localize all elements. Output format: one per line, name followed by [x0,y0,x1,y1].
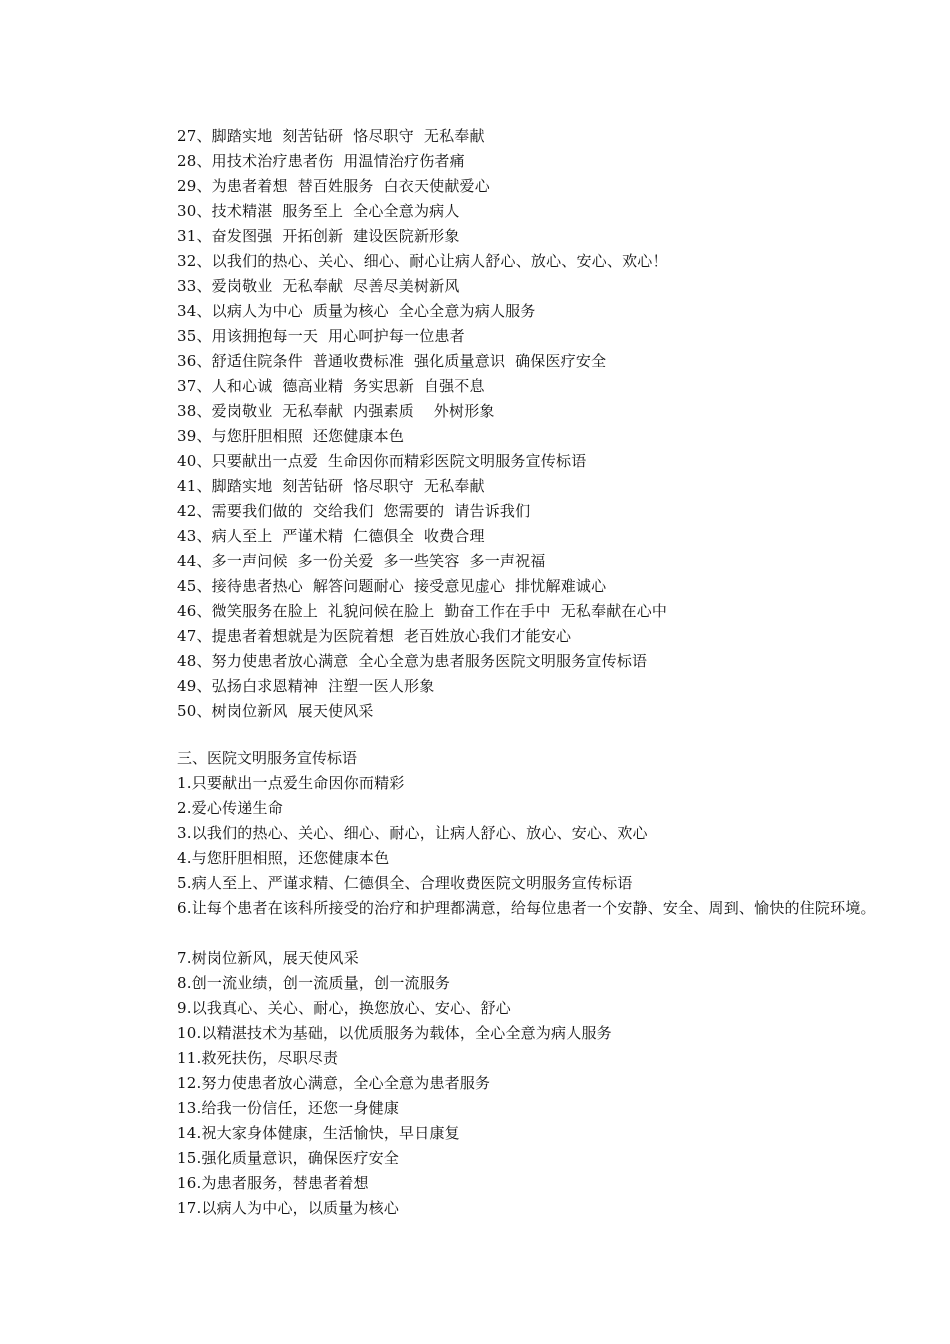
list-item: 8.创一流业绩，创一流质量，创一流服务 [177,974,451,992]
list-item: 5.病人至上、严谨求精、仁德俱全、合理收费医院文明服务宣传标语 [177,874,633,892]
list-item: 28、用技术治疗患者伤 用温情治疗伤者痛 [177,152,465,170]
list-item: 27、脚踏实地 刻苦钻研 恪尽职守 无私奉献 [177,127,485,145]
list-item: 50、树岗位新风 展天使风采 [177,702,374,720]
list-item: 45、接待患者热心 解答问题耐心 接受意见虚心 排忧解难诚心 [177,577,607,595]
list-item: 2.爱心传递生命 [177,799,283,817]
list-item: 40、只要献出一点爱 生命因你而精彩医院文明服务宣传标语 [177,452,587,470]
list-item: 36、舒适住院条件 普通收费标准 强化质量意识 确保医疗安全 [177,352,607,370]
list-item: 48、努力使患者放心满意 全心全意为患者服务医院文明服务宣传标语 [177,652,648,670]
list-item: 17.以病人为中心，以质量为核心 [177,1199,400,1217]
list-item: 47、提患者着想就是为医院着想 老百姓放心我们才能安心 [177,627,572,645]
list-item: 34、以病人为中心 质量为核心 全心全意为病人服务 [177,302,536,320]
list-item: 32、以我们的热心、关心、细心、耐心让病人舒心、放心、安心、欢心！ [177,252,668,270]
list-item: 42、需要我们做的 交给我们 您需要的 请告诉我们 [177,502,531,520]
list-item: 3.以我们的热心、关心、细心、耐心，让病人舒心、放心、安心、欢心 [177,824,648,842]
list-item: 44、多一声问候 多一份关爱 多一些笑容 多一声祝福 [177,552,546,570]
list-item: 33、爱岗敬业 无私奉献 尽善尽美树新风 [177,277,460,295]
list-item: 46、微笑服务在脸上 礼貌问候在脸上 勤奋工作在手中 无私奉献在心中 [177,602,668,620]
list-item: 30、技术精湛 服务至上 全心全意为病人 [177,202,460,220]
list-item: 10.以精湛技术为基础，以优质服务为载体，全心全意为病人服务 [177,1024,612,1042]
list-item: 49、弘扬白求恩精神 注塑一医人形象 [177,677,435,695]
list-item: 29、为患者着想 替百姓服务 白衣天使献爱心 [177,177,490,195]
list-item: 11.救死扶伤，尽职尽责 [177,1049,339,1067]
list-item: 15.强化质量意识，确保医疗安全 [177,1149,400,1167]
list-item-wrapped: 6.让每个患者在该科所接受的治疗和护理都满意，给每位患者一个安静、安全、周到、愉快的住院环境。 [177,899,876,917]
list-item: 9.以我真心、关心、耐心，换您放心、安心、舒心 [177,999,511,1017]
list-item: 38、爱岗敬业 无私奉献 内强素质 外树形象 [177,402,495,420]
list-item: 43、病人至上 严谨术精 仁德俱全 收费合理 [177,527,485,545]
list-item: 16.为患者服务，替患者着想 [177,1174,369,1192]
list-item: 12.努力使患者放心满意，全心全意为患者服务 [177,1074,491,1092]
list-item: 37、人和心诚 德高业精 务实思新 自强不息 [177,377,485,395]
list-item: 7.树岗位新风，展天使风采 [177,949,359,967]
list-item: 35、用该拥抱每一天 用心呵护每一位患者 [177,327,465,345]
section-heading: 三、医院文明服务宣传标语 [177,749,358,767]
list-item: 31、奋发图强 开拓创新 建设医院新形象 [177,227,460,245]
list-item: 14.祝大家身体健康，生活愉快，早日康复 [177,1124,460,1142]
list-item: 4.与您肝胆相照，还您健康本色 [177,849,390,867]
list-item: 39、与您肝胆相照 还您健康本色 [177,427,405,445]
list-item: 41、脚踏实地 刻苦钻研 恪尽职守 无私奉献 [177,477,485,495]
list-item: 13.给我一份信任，还您一身健康 [177,1099,400,1117]
list-item: 1.只要献出一点爱生命因你而精彩 [177,774,405,792]
